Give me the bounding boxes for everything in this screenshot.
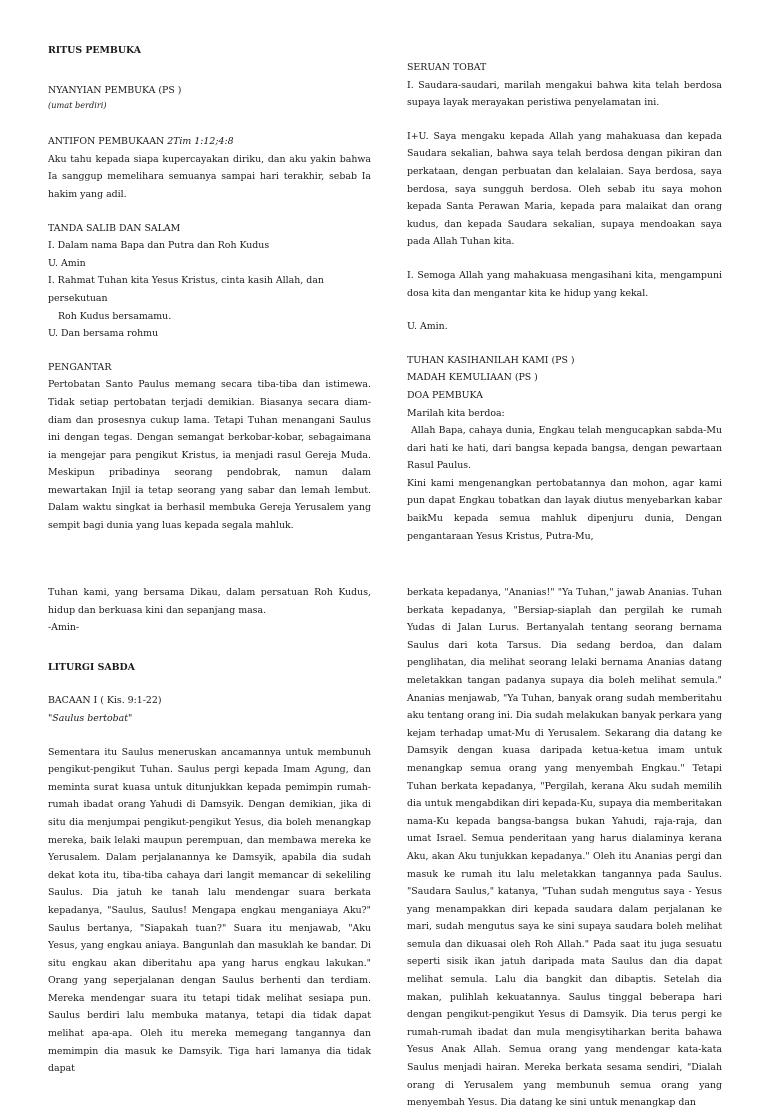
amin-closing: -Amin- [48,622,80,634]
marilah-berdoa: Marilah kita berdoa: [407,407,505,419]
pengantar-text: Pertobatan Santo Paulus memang secara tiba-tiba dan istimewa. Tidak setiap pertobatan terjadi demikian. Biasanya secara diam-diam dan prosesnya cukup lama. Tetapi Tuhan menangani Saulus ini dengan tegas. Dengan semangat berkobar-kobar, sebagaimana ia mengejar para pengikut Kristus, ia menjadi rasul Gereja Muda. Meskipun pribadinya seorang pendobrak, namun dalam mewartakan Injil ia tetap seorang yang sabar dan lemah lembut. Dalam waktu singkat ia berhasil membuka Gereja Yerusalem yang sempit bagi dunia yang luas kepada segala mahluk. [48,379,371,532]
doa-pembuka-text: Allah Bapa, cahaya dunia, Engkau telah mengucapkan sabda-Mu dari hati ke hati, dari bangsa kepada bangsa, dengan pewartaan Rasul Paulus. [407,425,722,472]
page2-left-column [48,584,371,1078]
page1-right-column [407,59,722,545]
antifon-heading [48,133,371,151]
ritus-pembuka-heading: RITUS PEMBUKA [48,45,142,56]
tanda-salib-line-1: I. Dalam nama Bapa dan Putra dan Roh Kudus [48,240,270,252]
seruan-tobat-invitation: I. Saudara-saudari, marilah mengakui bahwa kita telah berdosa supaya layak merayakan peristiwa penyelamatan ini. [407,79,722,109]
bacaan-text: Sementara itu Saulus meneruskan ancamannya untuk membunuh pengikut-pengikut Tuhan. Saulus pergi kepada Imam Agung, dan meminta surat kuasa untuk ditunjukkan kepada pemimpin rumah-rumah ibadat orang Yahudi di Damsyik. Dengan demikian, jika di situ dia menjumpai pengikut-pengikut Yesus, dia boleh menangkap mereka, baik lelaki maupun perempuan, dan membawa mereka ke Yerusalem. Dalam perjalanannya ke Damsyik, apabila dia sudah dekat kota itu, tiba-tiba cahaya dari langit memancar di sekeliling Saulus. Dia jatuh ke tanah lalu mendengar suara berkata kepadanya, "Saulus, Saulus! Mengapa engkau menganiaya Aku?" Saulus bertanya, "Siapakah tuan?" Suara itu menjawab, "Aku Yesus, yang engkau aniaya. Bangunlah dan masuklah ke bandar. Di situ engkau akan diberitahu apa yang harus engkau lakukan." Orang yang seperjalanan dengan Saulus berhenti dan terdiam. Mereka mendengar suara itu tetapi tidak melihat sesiapa pun. Saulus berdiri lalu membuka matanya, tetapi dia tidak dapat melihat apa-apa. Oleh itu mereka memegang tangannya dan memimpin dia masuk ke Damsyik. Tiga hari lamanya dia tidak dapat [48,746,371,1075]
umat-berdiri-note: (umat berdiri) [48,100,107,111]
antifon-title: ANTIFON PEMBUKAAN [48,136,165,148]
amin-response: U. Amin. [407,321,448,333]
tanda-salib-line-4: U. Dan bersama rohmu [48,328,159,340]
tanda-salib-line-3: I. Rahmat Tuhan kita Yesus Kristus, cinta kasih Allah, dan persekutuan [48,275,324,304]
tanda-salib-line-3b: Roh Kudus bersamamu. [58,310,172,322]
liturgi-sabda-heading: LITURGI SABDA [48,661,135,673]
bacaan-heading: BACAAN I ( Kis. 9:1-22) [48,695,162,707]
antifon-ref: 2Tim 1:12;4:8 [167,136,234,148]
madah-kemuliaan-heading: MADAH KEMULIAAN (PS ) [407,372,538,384]
tanda-salib-heading: TANDA SALIB DAN SALAM [48,222,181,234]
bacaan-subtitle: "Saulus bertobat" [48,712,133,724]
nyanyian-pembuka-heading: NYANYIAN PEMBUKA (PS ) [48,84,182,96]
semoga-absolution: I. Semoga Allah yang mahakuasa mengasihani kita, mengampuni dosa kita dan mengantar kita ke hidup yang kekal. [407,269,722,299]
doa-pembuka-text-2: Kini kami mengenangkan pertobatannya dan mohon, agar kami pun dapat Engkau tobatkan dan layak diutus menyebarkan kabar baikMu kepada semua mahluk dipenjuru dunia, Dengan pengantaraan Yesus Kristus, Putra-Mu, [407,477,722,542]
page2-right-column [407,584,722,1112]
bacaan-continuation-text: berkata kepadanya, "Ananias!" "Ya Tuhan," jawab Ananias. Tuhan berkata kepadanya, "Bersiap-siaplah dan pergilah ke rumah Yudas di Jalan Lurus. Bertanyalah tentang seorang bernama Saulus dari kota Tarsus. Dia sedang berdoa, dan dalam penglihatan, dia melihat seorang lelaki bernama Ananias datang meletakkan tangan padanya supaya dia boleh melihat semula." Ananias menjawab, "Ya Tuhan, banyak orang sudah memberitahu aku tentang orang ini. Dia sudah melakukan banyak perkara yang kejam terhadap umat-Mu di Yerusalem. Sekarang dia datang ke Damsyik dengan kuasa daripada ketua-ketua imam untuk menangkap semua orang yang menyembah Engkau." Tetapi Tuhan berkata kepadanya, "Pergilah, kerana Aku sudah memilih dia untuk mengabdikan diri kepada-Ku, supaya dia memberitakan nama-Ku kepada bangsa-bangsa bukan Yahudi, raja-raja, dan umat Israel. Semua penderitaan yang harus dialaminya kerana Aku, akan Aku tunjukkan kepadanya." Oleh itu Ananias pergi dan masuk ke rumah itu lalu meletakkan tangannya pada Saulus. "Saudara Saulus," katanya, "Tuhan sudah mengutus saya - Yesus yang menampakkan diri kepada saudara dalam perjalanan ke mari, sudah mengutus saya ke sini supaya saudara boleh melihat semula dan dikuasai oleh Roh Allah." Pada saat itu juga sesuatu seperti sisik ikan jatuh daripada mata Saulus dan dia dapat melihat semula. Lalu dia bangkit dan dibaptis. Setelah dia makan, pulihlah kekuatannya. Saulus tinggal beberapa hari dengan pengikut-pengikut Yesus di Damsyik. Dia terus pergi ke rumah-rumah ibadat dan mula mengisytiharkan berita bahawa Yesus Anak Allah. Semua orang yang mendengar kata-kata Saulus menjadi hairan. Mereka berkata sesama sendiri, "Dialah orang di Yerusalem yang membunuh semua orang yang menyembah Yesus. Dia datang ke sini untuk menangkap dan [407,587,722,1109]
tanda-salib-line-2: U. Amin [48,257,86,269]
antifon-text: Aku tahu kepada siapa kupercayakan diriku, dan aku yakin bahwa Ia sanggup memelihara semuanya sampai hari terakhir, sebab Ia hakim yang adil. [48,153,371,200]
doa-closing: Tuhan kami, yang bersama Dikau, dalam persatuan Roh Kudus, hidup dan berkuasa kini dan sepanjang masa. [48,587,371,616]
page1-left-column [48,42,371,535]
doa-pembuka-heading: DOA PEMBUKA [407,389,483,401]
tuhan-kasihanilah-heading: TUHAN KASIHANILAH KAMI (PS ) [407,354,575,366]
pengantar-heading: PENGANTAR [48,361,112,373]
seruan-tobat-heading: SERUAN TOBAT [407,62,487,73]
saya-mengaku-prayer: I+U. Saya mengaku kepada Allah yang mahakuasa dan kepada Saudara sekalian, bahwa saya telah berdosa dengan pikiran dan perkataan, dengan perbuatan dan kelalaian. Saya berdosa, saya berdosa, saya sungguh berdosa. Oleh sebab itu saya mohon kepada Santa Perawan Maria, kepada para malaikat dan orang kudus, dan kepada Saudara sekalian, supaya mendoakan saya pada Allah Tuhan kita. [407,130,722,248]
